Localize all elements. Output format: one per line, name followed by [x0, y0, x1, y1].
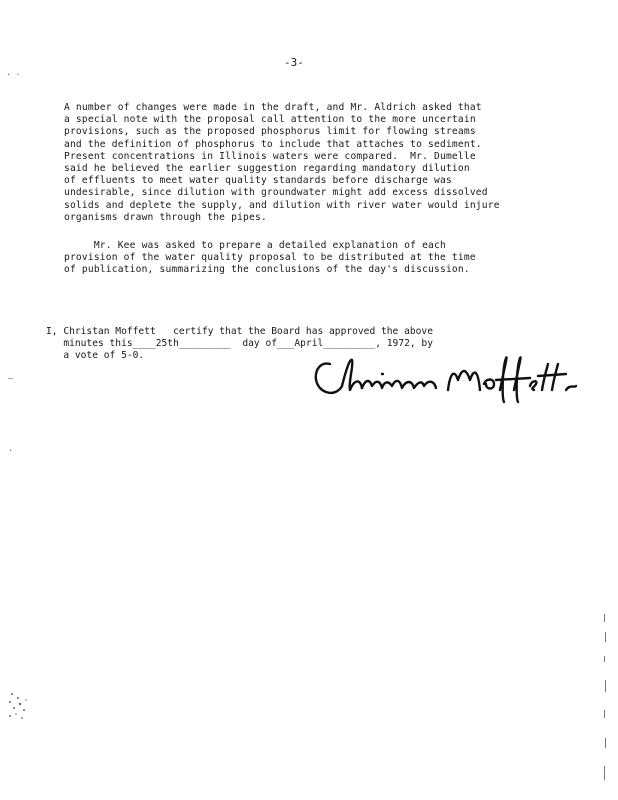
- paragraph-1: A number of changes were made in the draft, and Mr. Aldrich asked that a special note with the proposal call attention to the more uncertain provisions, such as the proposed phosphorus limit for flowing streams and the definition of phosphorus to include that attaches to sediment. Present concentrations in Illinois waters were compared. Mr. Dumelle said he believed the earlier suggestion regarding mandatory dilution of effluents to meet water quality standards before discharge was undesirable, since dilution with groundwater might add excess dissolved solids and deplete the supply, and dilution with river water would injure organisms drawn through the pipes.: [64, 102, 500, 223]
- scan-artifact: [6, 690, 34, 724]
- page-number: -3-: [284, 56, 304, 69]
- certification-statement: I, Christan Moffett certify that the Board has approved the above minutes this____25th_________ day of___April_________, 1972, by a vote of 5-0.: [46, 326, 433, 362]
- margin-mark: ·: [8, 446, 13, 455]
- handwritten-signature: [308, 350, 588, 406]
- margin-mark: —: [8, 374, 13, 383]
- paragraph-2: Mr. Kee was asked to prepare a detailed explanation of each provision of the water quality proposal to be distributed at the time of publication, summarizing the conclusions of the day's discussion.: [64, 240, 476, 276]
- scan-edge-marks: [600, 610, 610, 790]
- margin-mark: · ·: [6, 70, 21, 79]
